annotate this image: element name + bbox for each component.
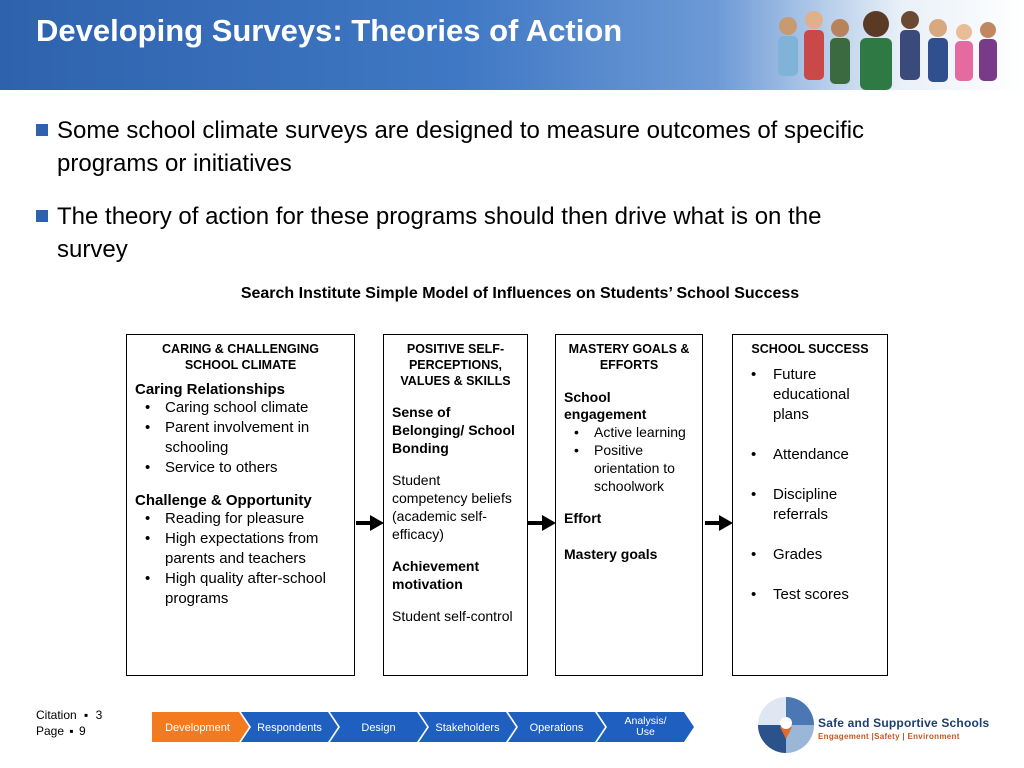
process-step-label[interactable]: Use: [636, 726, 655, 738]
students-photo: [760, 4, 1008, 90]
self-perceptions-box-heading: POSITIVE SELF-PERCEPTIONS, VALUES & SKILLS: [400, 342, 511, 388]
process-step-label[interactable]: Respondents: [257, 722, 322, 734]
school-engagement-title: School engagement: [564, 389, 647, 422]
mastery-goals: Mastery goals: [564, 546, 658, 562]
page-label: Page: [36, 724, 65, 738]
process-step-stakeholders[interactable]: [419, 712, 516, 742]
bullet-list: [36, 114, 896, 286]
process-step-label[interactable]: Analysis/: [624, 715, 667, 727]
list-item: • Discipline referrals: [741, 485, 879, 525]
list-item: • High expectations from parents and teachers: [135, 529, 346, 569]
page-title: Developing Surveys: Theories of Action: [36, 13, 623, 48]
list-item: • Caring school climate: [135, 398, 346, 418]
process-navigation: [152, 712, 712, 742]
square-bullet-icon: [36, 124, 48, 136]
process-step-respondents[interactable]: [241, 712, 338, 742]
logo-text: [818, 716, 989, 741]
process-step-operations[interactable]: [508, 712, 605, 742]
mastery-goals-box: [555, 334, 703, 676]
school-engagement-list: [564, 423, 694, 495]
list-item: • Positive orientation to schoolwork: [564, 441, 694, 495]
bullet-text: Some school climate surveys are designed to measure outcomes of specific programs or initiatives: [57, 117, 865, 177]
school-success-box-heading: SCHOOL SUCCESS: [751, 342, 869, 356]
bullet-text: The theory of action for these programs should then drive what is on the survey: [57, 203, 822, 263]
model-title: Search Institute Simple Model of Influences on Students’ School Success: [240, 285, 800, 302]
list-item: • Parent involvement in schooling: [135, 418, 346, 458]
bullet-item: [36, 114, 896, 180]
student-figure: [979, 22, 997, 81]
page-line: [36, 723, 102, 739]
logo-subtitle: Engagement |Safety | Environment: [818, 732, 960, 741]
student-figure: [900, 11, 920, 80]
right-arrow-icon: [356, 515, 384, 531]
process-step-label[interactable]: Development: [165, 722, 230, 734]
bullet-item: [36, 200, 896, 266]
process-step-design[interactable]: [330, 712, 427, 742]
challenge-opportunity-title: Challenge & Opportunity: [135, 492, 312, 509]
mastery-goals-box-heading: MASTERY GOALS & EFFORTS: [568, 342, 690, 372]
caring-relationships-title: Caring Relationships: [135, 381, 286, 398]
student-figure: [778, 17, 798, 76]
citation-line: [36, 707, 102, 723]
list-item: • Service to others: [135, 458, 346, 478]
citation-value: 3: [95, 708, 103, 722]
student-figure: [830, 19, 850, 84]
process-step-label[interactable]: Stakeholders: [435, 722, 500, 734]
process-step-development[interactable]: [152, 712, 249, 742]
student-figure: [860, 11, 892, 90]
logo-title: Safe and Supportive Schools: [818, 716, 990, 730]
right-arrow-icon: [705, 515, 733, 531]
small-square-icon: ▪: [69, 724, 74, 738]
citation-label: Citation: [36, 708, 77, 722]
safe-supportive-schools-logo: [754, 693, 818, 757]
square-bullet-icon: [36, 210, 48, 222]
school-success-box: [732, 334, 888, 676]
page-value: 9: [78, 724, 86, 738]
effort: Effort: [564, 510, 602, 526]
sense-of-belonging: Sense of Belonging/ School Bonding: [392, 404, 515, 456]
list-item: • Test scores: [741, 585, 879, 605]
list-item: • Reading for pleasure: [135, 509, 346, 529]
student-figure: [804, 11, 824, 80]
process-step-analysis[interactable]: [597, 712, 694, 742]
challenge-opportunity-list: [135, 509, 346, 609]
climate-box-heading: CARING & CHALLENGING SCHOOL CLIMATE: [162, 342, 319, 372]
student-figure: [955, 24, 973, 81]
list-item: • High quality after-school programs: [135, 569, 346, 609]
citation-footer: [36, 707, 102, 739]
list-item: • Grades: [741, 545, 879, 565]
list-item: • Attendance: [741, 445, 879, 465]
student-figure: [928, 19, 948, 82]
list-item: • Active learning: [564, 423, 694, 441]
process-step-label[interactable]: Operations: [529, 722, 584, 734]
process-step-label[interactable]: Design: [361, 722, 396, 734]
small-square-icon: ▪: [84, 708, 89, 722]
student-self-control: Student self-control: [392, 608, 513, 624]
right-arrow-icon: [528, 515, 556, 531]
list-item: • Future educational plans: [741, 365, 879, 425]
caring-relationships-list: [135, 398, 346, 478]
climate-box: [126, 334, 355, 676]
competency-beliefs: Student competency beliefs (academic self-efficacy): [392, 472, 512, 542]
self-perceptions-box: [383, 334, 528, 676]
school-success-list: [741, 365, 879, 605]
achievement-motivation: Achievement motivation: [392, 558, 480, 592]
